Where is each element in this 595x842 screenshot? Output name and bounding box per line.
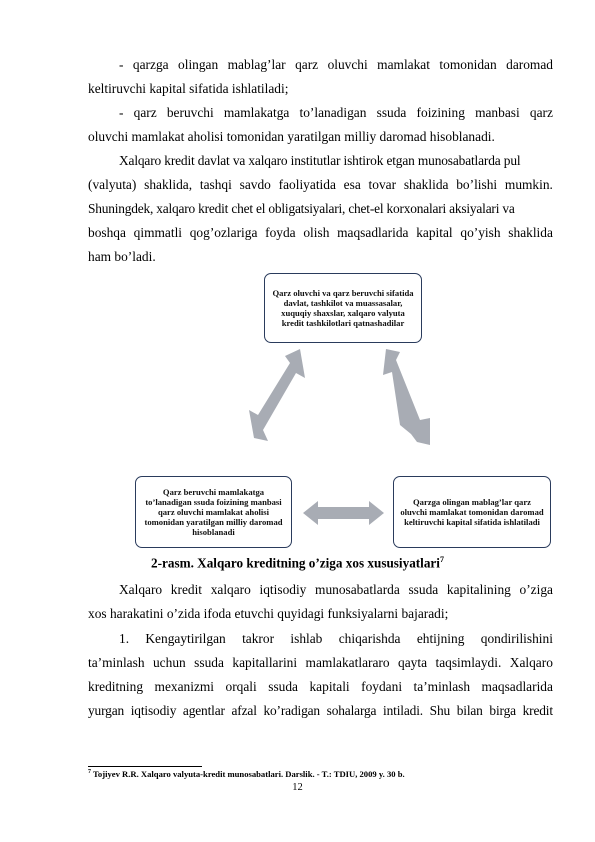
text-line: Xalqaro kredit davlat va xalqaro institutlar ishtirok etgan munosabatlarda pul (119, 153, 521, 168)
word: tovar (368, 177, 397, 192)
word: ssuda (268, 679, 298, 694)
word: qarz (133, 105, 157, 120)
word: ssuda (194, 655, 224, 670)
text-line: oluvchi mamlakat aholisi tomonidan yaratilgan milliy daromad hisoblanadi. (88, 129, 495, 144)
word: mamlakatga (223, 105, 290, 120)
word: daromad (506, 57, 553, 72)
text-line (119, 56, 553, 74)
word: kredit (170, 582, 203, 597)
footnote-rule (88, 766, 202, 767)
word: esa (343, 177, 361, 192)
word: agentlar (182, 703, 225, 718)
word: to’lanadigan (299, 105, 367, 120)
text-line (119, 630, 553, 648)
word: Shu (429, 703, 451, 718)
text-line: ham bo’ladi. (88, 249, 156, 264)
word: - (119, 105, 124, 120)
footnote: $^7$ Tojiyev R.R. Xalqaro valyuta-kredit munosabatlari. Darslik. - T.: TDIU, 2009 y. 30 b. (88, 769, 405, 779)
text-line (88, 176, 553, 194)
text-line (88, 654, 553, 672)
word: kapitali (309, 679, 350, 694)
word: yurgan (88, 703, 125, 718)
word: kreditning (88, 679, 144, 694)
word: ta’minlash (413, 679, 471, 694)
word: qimmatli (133, 225, 183, 240)
text-line (119, 104, 553, 122)
word: foydani (361, 679, 403, 694)
word: qondirilishini (480, 631, 553, 646)
text-line: keltiruvchi kapital sifatida ishlatiladi; (88, 81, 289, 96)
word: shaklida, (144, 177, 193, 192)
word: olingan (178, 57, 219, 72)
double-arrow-icon (383, 349, 430, 445)
word: 1. (119, 631, 130, 646)
word: ehtijning (416, 631, 465, 646)
word: - (119, 57, 124, 72)
word: maqsadlarida (337, 225, 409, 240)
text-line (119, 581, 553, 599)
word: qarz (529, 105, 553, 120)
word: afzal (231, 703, 257, 718)
word: mamlakatlararo (305, 655, 390, 670)
figure-caption: 2-rasm. Xalqaro kreditning o’ziga xos xususiyatlari$^7$ (151, 555, 444, 571)
word: taqsimlaydi. (435, 655, 502, 670)
word: sohalarga (326, 703, 377, 718)
word: bilan (456, 703, 483, 718)
word: qarzga (132, 57, 169, 72)
text-line: xos harakatini o’zida ifoda etuvchi quyidagi funksiyalarni bajaradi; (88, 606, 449, 621)
word: kapital (416, 225, 453, 240)
double-arrow-icon (303, 501, 384, 525)
word: Xalqaro (509, 655, 553, 670)
word: foyda (265, 225, 296, 240)
word: tashqi (199, 177, 232, 192)
word: mamlakat (377, 57, 430, 72)
page-number: 12 (292, 782, 303, 793)
double-arrow-icon (249, 349, 305, 441)
word: savdo (239, 177, 271, 192)
text-line: Shuningdek, xalqaro kredit chet el obligatsiyalari, chet-el korxonalari aksiyalari va (88, 201, 515, 216)
word: kredit (522, 703, 553, 718)
word: olish (303, 225, 330, 240)
word: iqtisodiy (130, 703, 177, 718)
word: xalqaro (210, 582, 251, 597)
text-line (88, 702, 553, 720)
word: munosabatlarda (315, 582, 400, 597)
word: iqtisodiy (259, 582, 307, 597)
diagram-box-left: Qarz beruvchi mamlakatga to’lanadigan ssuda foizining manbasi qarz oluvchi mamlakat aholisi tomonidan yaratilgan milliy daromad hisoblanadi (135, 476, 292, 548)
word: takror (242, 631, 275, 646)
diagram-box-top: Qarz oluvchi va qarz beruvchi sifatida davlat, tashkilot va muassasalar, xuquqiy shaxslar, xalqaro valyuta kredit tashkilotlari qatnashadilar (264, 273, 422, 343)
word: o’ziga (519, 582, 553, 597)
word: kapitalining (446, 582, 511, 597)
word: qo’yish (460, 225, 501, 240)
word: (valyuta) (88, 177, 137, 192)
word: ko’radigan (263, 703, 320, 718)
text-line (88, 678, 553, 696)
word: ssuda (408, 582, 439, 597)
word: orqali (225, 679, 257, 694)
word: tomonidan (439, 57, 497, 72)
word: mablag’lar (227, 57, 286, 72)
word: Xalqaro (119, 582, 163, 597)
word: shaklida (403, 177, 449, 192)
word: boshqa (88, 225, 126, 240)
word: bo’lishi (456, 177, 498, 192)
word: ssuda (376, 105, 407, 120)
word: manbasi (475, 105, 520, 120)
word: Kengaytirilgan (145, 631, 226, 646)
word: shaklida (508, 225, 553, 240)
word: intiladi. (383, 703, 423, 718)
diagram-box-right: Qarzga olingan mablag’lar qarz oluvchi mamlakat tomonidan daromad keltiruvchi kapital sifatida ishlatiladi (393, 476, 551, 548)
word: faoliyatida (278, 177, 336, 192)
text-line (88, 224, 553, 242)
word: oluvchi (327, 57, 368, 72)
word: ta’minlash (88, 655, 145, 670)
word: foizining (416, 105, 465, 120)
word: qog’ozlariga (189, 225, 258, 240)
word: maqsadlarida (481, 679, 553, 694)
word: mexanizmi (154, 679, 215, 694)
word: qayta (398, 655, 428, 670)
word: birga (489, 703, 516, 718)
word: qarz (295, 57, 319, 72)
word: uchun (152, 655, 186, 670)
word: beruvchi (166, 105, 214, 120)
word: ishlab (290, 631, 323, 646)
word: mumkin. (504, 177, 553, 192)
word: kapitallarini (232, 655, 298, 670)
word: chiqarishda (338, 631, 401, 646)
